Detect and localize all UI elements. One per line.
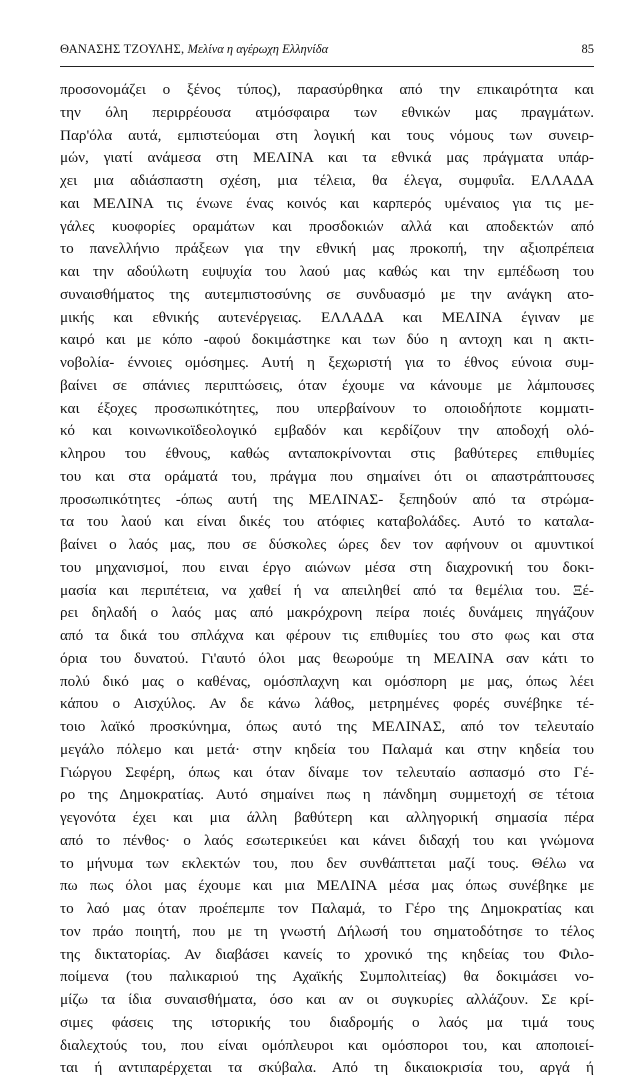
- text-line: από το πένθος· ο λαός εσωτερικεύει και κάνει διδαχή του και γνώμονα: [60, 831, 594, 849]
- text-line: το μήνυμα των εκλεκτών του, που δεν συνθάπτεται μαζί τους. Θέλω να: [60, 854, 594, 872]
- text-line: μασία και περιπέτεια, να χαθεί ή να απειληθεί από τα θεμέλια του. Ξέ-: [60, 581, 594, 599]
- text-line: νοβολία- έννοιες ομόσημες. Αυτή η ξεχωριστή για το έθνος εύνοια συμ-: [60, 354, 594, 371]
- text-line: μικής και εθνικής αυτενέργειας. ΕΛΛΑΔΑ και ΜΕΛΙΝΑ έγιναν με: [60, 308, 594, 326]
- text-line: συναισθήματος της αυτεμπιστοσύνης σε συνδυασμό με την ανάγκη ατο-: [60, 285, 594, 303]
- text-line: τον πράο ποιητή, που με τη γνωστή Δήλωσή του σηματοδότησε το τέλος: [60, 922, 594, 940]
- text-line: τοιο λαϊκό προσκύνημα, όπως αυτό της ΜΕΛΙΝΑΣ, από τον τελευταίο: [60, 718, 594, 735]
- text-line: κό και κοινωνικοϊδεολογικό εμβαδόν και κερδίζουν την αποδοχή ολό-: [60, 422, 594, 440]
- text-line: σιμες φάσεις της ιστορικής του διαδρομής ο λαός μα τιμά τους: [60, 1013, 594, 1031]
- header-rule: [60, 66, 594, 67]
- running-head: [60, 40, 594, 62]
- book-page: [60, 40, 594, 1080]
- text-line: κληρου του έθνους, καθώς ανταποκρίνονται στις βαθύτερες επιθυμίες: [60, 445, 594, 462]
- running-head-author: ΘΑΝΑΣΗΣ ΤΖΟΥΛΗΣ,: [60, 42, 185, 56]
- text-line: μών, γιατί ανάμεσα στη ΜΕΛΙΝΑ και τα εθνικά μας πράγματα υπάρ-: [60, 149, 594, 167]
- text-line: μεγάλο πόλεμο και μετά· στην κηδεία του Παλαμά και στην κηδεία του: [60, 740, 594, 758]
- text-line: μίζω τα ίδια συναισθήματα, όσο και αν οι συγκυρίες αλλάζουν. Σε κρί-: [60, 991, 594, 1008]
- text-line: ρο της Δημοκρατίας. Αυτό σημαίνει πως η πάνδημη συμμετοχή σε τέτοια: [60, 786, 594, 804]
- text-line: ποίμενα (του παλικαριού της Αχαϊκής Συμπολιτείας) θα δοκιμάσει νο-: [60, 968, 594, 986]
- text-line: και την αδούλωτη ευψυχία του λαού μας καθώς και την εμπέδωση του: [60, 263, 594, 280]
- text-line: πολύ δικό μας ο καθένας, ομόσπλαχνη και ομόσπορη με μας, όπως λέει: [60, 672, 594, 690]
- text-line: και ΜΕΛΙΝΑ τις ένωνε ένας κοινός και καρπερός υμέναιος για τις με-: [60, 194, 594, 212]
- text-line: βαίνει ο λαός μας, που σε δύσκολες ώρες δεν τον αφήνουν οι αμυντικοί: [60, 536, 594, 553]
- text-line: της δικτατορίας. Αν διαβάσει κανείς το χρονικό της κηδείας του Φιλο-: [60, 945, 594, 963]
- text-line: γεγονότα έχει και μια άλλη βαθύτερη και αλληγορική σημασία πέρα: [60, 809, 594, 826]
- body-text: [60, 79, 594, 1080]
- text-line: και έξοχες προσωπικότητες, που υπερβαίνουν το οποιοδήποτε κομματι-: [60, 399, 594, 417]
- text-line: Γιώργου Σεφέρη, όπως και όταν δίναμε τον τελευταίο ασπασμό στο Γέ-: [60, 763, 594, 781]
- text-line: τα του λαού και είναι δικές του ατόφιες καταβολάδες. Αυτό το καταλα-: [60, 513, 594, 531]
- text-line: του μηχανισμοί, που ειναι έργο αιώνων μέσα στη διαχρονική του δοκι-: [60, 558, 594, 576]
- text-line: από τα δικά του σπλάχνα και φέρουν τις επιθυμίες του στο φως και στα: [60, 627, 594, 644]
- text-line: όρια του δυνατού. Γι'αυτό όλοι μας θεωρούμε τη ΜΕΛΙΝΑ σαν κάτι το: [60, 649, 594, 667]
- text-line: το λαό μας όταν προέπεμπε τον Παλαμά, το Γέρο της Δημοκρατίας και: [60, 900, 594, 917]
- text-line: γάλες κυοφορίες οραμάτων και προσδοκιών αλλά και αποδεκτών από: [60, 217, 594, 235]
- text-line: Παρ'όλα αυτά, εμπιστεύομαι στη λογική και τους νόμους των συνειρ-: [60, 126, 594, 144]
- text-line: κάπου ο Αισχύλος. Αν δε κάνω λάθος, μετρημένες φορές συνέβηκε τέ-: [60, 695, 594, 713]
- text-line: διαλεχτούς του, που είναι ομόπλευροι και ομόσποροι του, και αποποιεί-: [60, 1036, 594, 1054]
- text-line: βαίνει σε σπάνιες περιπτώσεις, όταν έχουμε να κάνουμε με λάμπουσες: [60, 376, 594, 394]
- text-line: του και στα οράματά του, πράγμα που σημαίνει ότι οι απαστράπτουσες: [60, 467, 594, 485]
- text-line: το πανελλήνιο πράξεων για την εθνική μας προκοπή, την αξιοπρέπεια: [60, 240, 594, 258]
- text-line: προσονομάζει ο ξένος τύπος), παρασύρθηκα από την επικαιρότητα και: [60, 81, 594, 98]
- text-line: ται ή αντιπαρέρχεται τα σκύβαλα. Από τη δικαιοκρισία του, αργά ή: [60, 1059, 594, 1077]
- running-head-book-title: Μελίνα η αγέρωχη Ελληνίδα: [187, 42, 329, 56]
- text-line: χει μια αδιάσπαστη σχέση, μια τέλεια, θα έλεγα, συμφυΐα. ΕΛΛΑΔΑ: [60, 172, 594, 189]
- page-number: 85: [581, 42, 594, 56]
- text-line: πω πως όλοι μας έχουμε και μια ΜΕΛΙΝΑ μέσα μας όπως συνέβηκε με: [60, 877, 594, 895]
- text-line: ρει δηλαδή ο λαός μας από μακρόχρονη πείρα ποιές δυνάμεις πηγάζουν: [60, 604, 594, 622]
- text-line: καιρό και με κόπο -αφού δοκιμάστηκε και των δύο η αντοχη και η ακτι-: [60, 331, 594, 349]
- text-line: προσωπικότητες -όπως αυτή της ΜΕΛΙΝΑΣ- ξεπηδούν από τα στρώμα-: [60, 490, 594, 508]
- text-line: την όλη περιρρέουσα ατμόσφαιρα των εθνικών μας πραγμάτων.: [60, 103, 594, 121]
